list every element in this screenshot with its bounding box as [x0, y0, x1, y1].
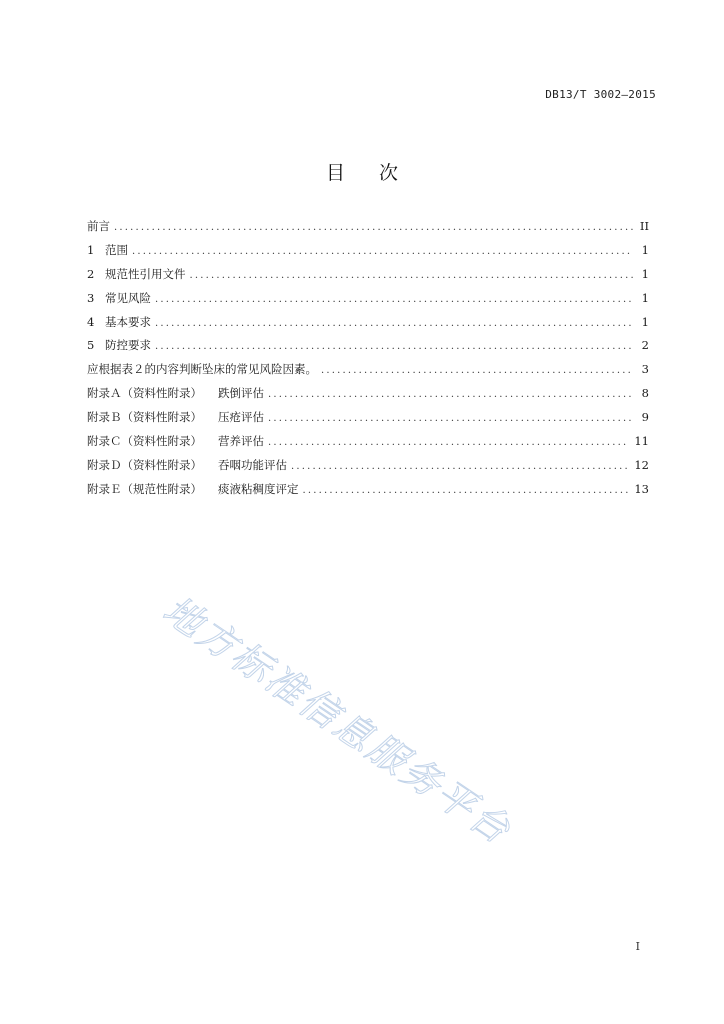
toc-entry-label: 常见风险 — [105, 290, 151, 305]
leader-dots — [155, 294, 633, 305]
leader-dots — [268, 437, 628, 448]
toc-entry-page: II — [639, 219, 649, 233]
toc-entry-page: 9 — [641, 410, 649, 425]
toc-entry-page: 13 — [634, 481, 649, 496]
toc-entry-page: 12 — [634, 457, 649, 472]
toc-entry-annex-d[interactable] — [87, 457, 649, 481]
toc-entry-page: 1 — [641, 314, 649, 329]
leader-dots — [268, 413, 633, 424]
toc-entry-basic-requirements[interactable] — [87, 314, 649, 338]
leader-dots — [132, 246, 633, 257]
leader-dots — [321, 365, 633, 376]
toc-entry-page: 8 — [641, 386, 649, 401]
toc-entry-label: 基本要求 — [105, 314, 151, 329]
toc-entry-label: 附录Ｄ（资料性附录） — [87, 457, 202, 472]
toc-title-char-2: 次 — [379, 162, 399, 184]
watermark: 地方标准信息服务平台 — [155, 587, 520, 854]
toc-entry-fall-risk-note[interactable] — [87, 361, 649, 385]
toc-title-char-1: 目 — [325, 162, 345, 184]
toc-entry-label: 防控要求 — [105, 338, 151, 353]
toc-annex-title: 吞咽功能评估 — [218, 457, 287, 472]
page-number: I — [635, 940, 640, 953]
toc-entry-page: 11 — [634, 434, 649, 449]
toc-annex-title: 压疮评估 — [218, 410, 264, 425]
leader-dots — [303, 485, 629, 496]
toc-entry-page: 1 — [641, 266, 649, 281]
leader-dots — [114, 222, 633, 233]
toc-annex-title: 跌倒评估 — [218, 386, 264, 401]
toc-list — [87, 218, 649, 505]
toc-entry-number: 4 — [87, 314, 95, 329]
toc-entry-annex-a[interactable] — [87, 385, 649, 409]
toc-entry-page: 3 — [641, 362, 649, 377]
toc-entry-foreword[interactable] — [87, 218, 649, 242]
toc-entry-page: 1 — [641, 242, 649, 257]
toc-entry-label: 附录Ｅ（规范性附录） — [87, 481, 202, 496]
toc-annex-title: 痰液粘稠度评定 — [218, 481, 299, 496]
toc-entry-label: 前言 — [87, 219, 110, 233]
toc-entry-label: 附录Ａ（资料性附录） — [87, 386, 202, 401]
toc-entry-annex-c[interactable] — [87, 433, 649, 457]
leader-dots — [155, 318, 633, 329]
toc-entry-common-risks[interactable] — [87, 290, 649, 314]
toc-entry-scope[interactable] — [87, 242, 649, 266]
toc-entry-label: 规范性引用文件 — [105, 266, 186, 281]
standard-code: DB13/T 3002—2015 — [545, 88, 656, 101]
toc-entry-label: 附录Ｃ（资料性附录） — [87, 434, 202, 449]
leader-dots — [291, 461, 628, 472]
toc-title — [0, 158, 724, 185]
toc-entry-normative-references[interactable] — [87, 266, 649, 290]
toc-entry-label: 范围 — [105, 242, 128, 257]
toc-entry-label: 应根据表２的内容判断坠床的常见风险因素。 — [87, 362, 317, 377]
toc-entry-annex-e[interactable] — [87, 481, 649, 505]
toc-entry-number: 2 — [87, 266, 95, 281]
leader-dots — [190, 270, 634, 281]
toc-entry-annex-b[interactable] — [87, 409, 649, 433]
toc-entry-page: 1 — [641, 290, 649, 305]
leader-dots — [268, 389, 633, 400]
toc-entry-label: 附录Ｂ（资料性附录） — [87, 410, 202, 425]
toc-annex-title: 营养评估 — [218, 434, 264, 449]
leader-dots — [155, 341, 633, 352]
toc-entry-number: 1 — [87, 242, 95, 257]
toc-entry-page: 2 — [641, 338, 649, 353]
toc-entry-number: 3 — [87, 290, 95, 305]
toc-entry-number: 5 — [87, 338, 95, 353]
toc-entry-prevention-requirements[interactable] — [87, 337, 649, 361]
